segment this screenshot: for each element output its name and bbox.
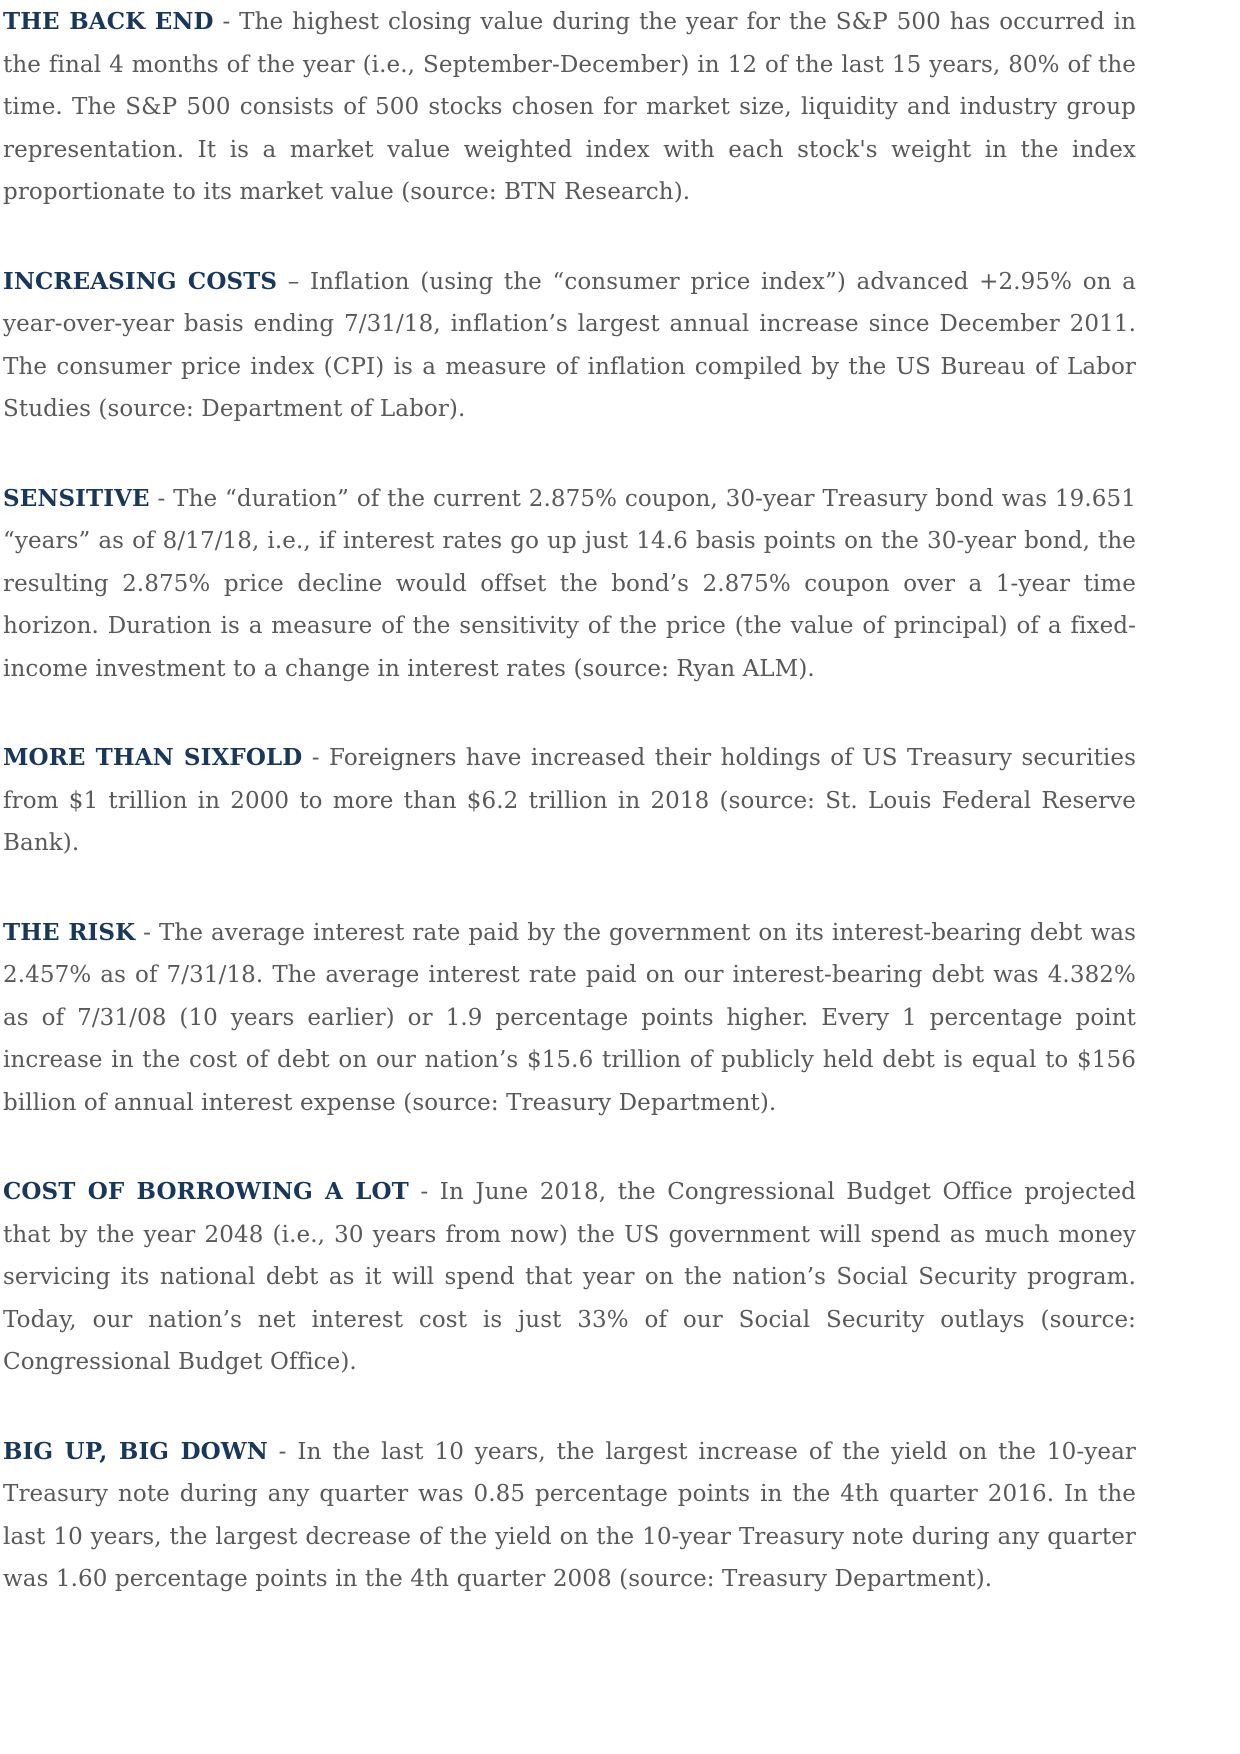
item-body: - In June 2018, the Congressional Budget Office projected that by the year 2048 (i.e., 30 years from now) the US government will spend as much money servicing its national debt as it will spend that year on the nation’s Social Security program. Today, our nation’s net interest cost is just 33% of our Social Security outlays (source: Congressional Budget Office). (3, 1179, 1136, 1375)
news-item-back-end (3, 1, 1136, 214)
news-item-big-up-big-down (3, 1431, 1136, 1601)
news-item-cost-of-borrowing (3, 1171, 1136, 1384)
item-heading: BIG UP, BIG DOWN (3, 1437, 268, 1465)
item-body: – Inflation (using the “consumer price index”) advanced +2.95% on a year-over-year basis ending 7/31/18, inflation’s largest annual increase since December 2011. The consumer price index (CPI) is a measure of inflation compiled by the US Bureau of Labor Studies (source: Department of Labor). (3, 268, 1136, 422)
news-item-increasing-costs (3, 261, 1136, 431)
item-heading: SENSITIVE (3, 484, 150, 512)
news-item-sensitive (3, 478, 1136, 691)
item-heading: THE BACK END (3, 8, 214, 35)
item-heading: COST OF BORROWING A LOT (3, 1178, 409, 1205)
item-body: - Foreigners have increased their holdings of US Treasury securities from $1 trillion in 2000 to more than $6.2 trillion in 2018 (source: St. Louis Federal Reserve Bank). (3, 745, 1137, 856)
item-heading: INCREASING COSTS (3, 267, 278, 295)
item-body: - In the last 10 years, the largest increase of the yield on the 10-year Treasury note during any quarter was 0.85 percentage points in the 4th quarter 2016. In the last 10 years, the largest decrease of the yield on the 10-year Treasury note during any quarter was 1.60 percentage points in the 4th quarter 2008 (source: Treasury Department). (3, 1438, 1136, 1592)
item-body: - The “duration” of the current 2.875% coupon, 30-year Treasury bond was 19.651 “years” as of 8/17/18, i.e., if interest rates go up just 14.6 basis points on the 30-year bond, the resulting 2.875% price decline would offset the bond’s 2.875% coupon over a 1-year time horizon. Duration is a measure of the sensitivity of the price (the value of principal) of a fixed-income investment to a change in interest rates (source: Ryan ALM). (3, 485, 1136, 682)
item-body: - The highest closing value during the year for the S&P 500 has occurred in the final 4 months of the year (i.e., September-December) in 12 of the last 15 years, 80% of the time. The S&P 500 consists of 500 stocks chosen for market size, liquidity and industry group representation. It is a market value weighted index with each stock's weight in the index proportionate to its market value (source: BTN Research). (3, 9, 1136, 205)
item-heading: MORE THAN SIXFOLD (3, 744, 303, 771)
item-body: - The average interest rate paid by the government on its interest-bearing debt was 2.457% as of 7/31/18. The average interest rate paid on our interest-bearing debt was 4.382% as of 7/31/08 (10 years earlier) or 1.9 percentage points higher. Every 1 percentage point increase in the cost of debt on our nation’s $15.6 trillion of publicly held debt is equal to $156 billion of annual interest expense (source: Treasury Department). (3, 919, 1136, 1116)
news-item-more-than-sixfold (3, 737, 1136, 865)
item-heading: THE RISK (3, 918, 136, 946)
news-item-the-risk (3, 912, 1136, 1125)
